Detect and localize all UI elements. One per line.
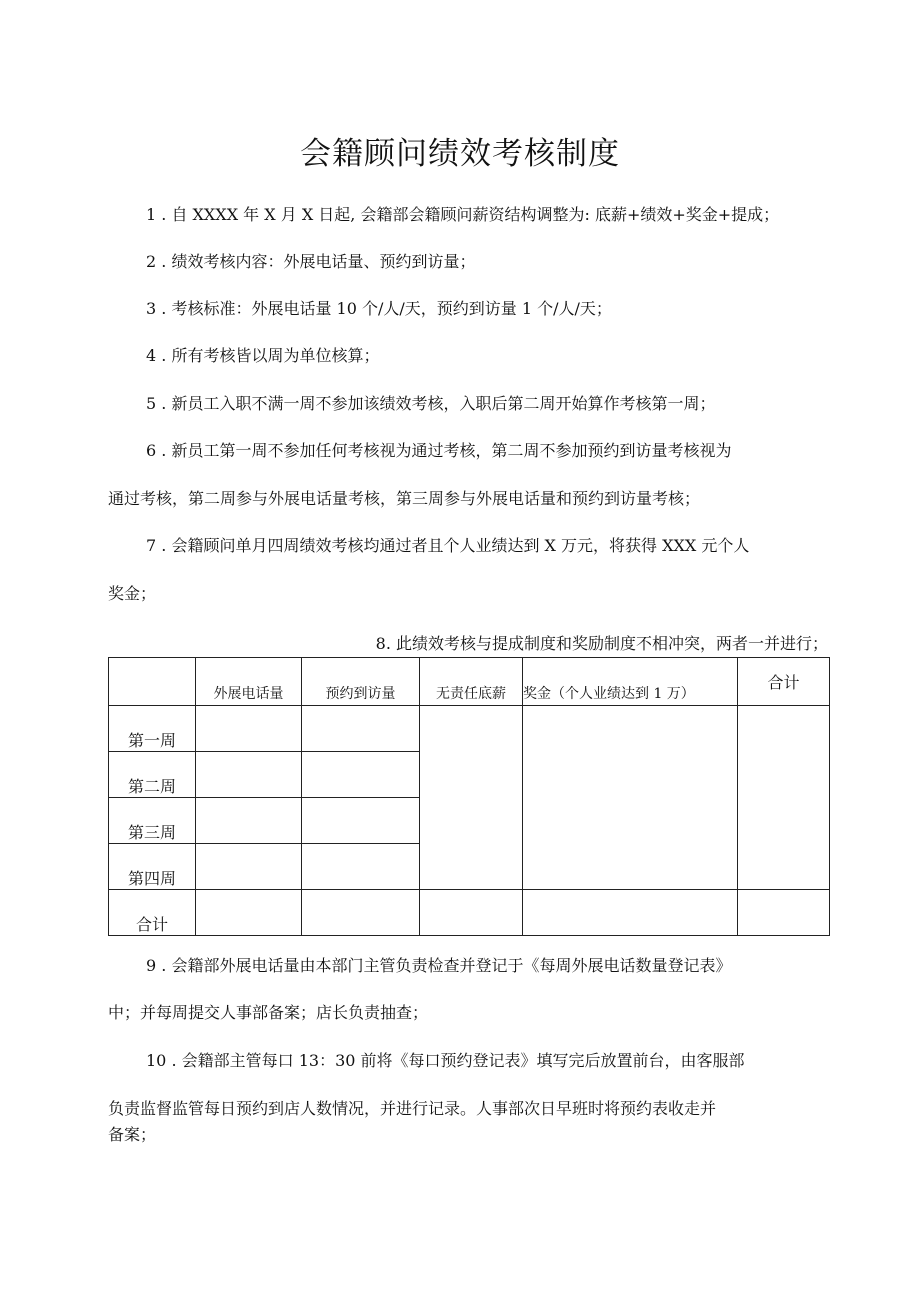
bonus-cell xyxy=(523,706,738,890)
performance-table xyxy=(108,657,830,936)
week-label: 第一周 xyxy=(109,706,196,752)
table-row xyxy=(109,706,830,752)
week-2-calls-cell xyxy=(196,752,302,798)
total-bonus-cell xyxy=(523,890,738,936)
week-4-appointments-cell xyxy=(302,844,420,890)
clause-7-line-2: 奖金； xyxy=(108,584,157,603)
week-4-calls-cell xyxy=(196,844,302,890)
week-1-calls-cell xyxy=(196,706,302,752)
clause-7-line-1: 7 . 会籍顾问单月四周绩效考核均通过者且个人业绩达到 X 万元，将获得 XXX 元个人 xyxy=(146,536,750,555)
clause-10-line-1: 10 . 会籍部主管每口 13：30 前将《每口预约登记表》填写完后放置前台，由客服部 xyxy=(146,1051,745,1070)
grand-total-cell xyxy=(738,890,830,936)
clause-9-line-2: 中；并每周提交人事部备案；店长负责抽查； xyxy=(108,1003,429,1022)
table-total-row xyxy=(109,890,830,936)
header-base-salary: 无责任底薪 xyxy=(420,658,523,706)
header-outreach-calls: 外展电话量 xyxy=(196,658,302,706)
clause-3: 3 . 考核标准：外展电话量 10 个/人/天，预约到访量 1 个/人/天； xyxy=(146,299,612,318)
clause-1: 1 . 自 XXXX 年 X 月 X 日起, 会籍部会籍顾问薪资结构调整为: 底薪+绩效+奖金+提成； xyxy=(146,205,780,224)
clause-6-line-1: 6 . 新员工第一周不参加任何考核视为通过考核，第二周不参加预约到访量考核视为 xyxy=(146,441,732,460)
week-label: 第四周 xyxy=(109,844,196,890)
week-3-calls-cell xyxy=(196,798,302,844)
clause-8: 8. 此绩效考核与提成制度和奖励制度不相冲突，两者一并进行； xyxy=(375,634,828,653)
total-calls-cell xyxy=(196,890,302,936)
table-header-row xyxy=(109,658,830,706)
header-cell-empty xyxy=(109,658,196,706)
week-1-appointments-cell xyxy=(302,706,420,752)
clause-2: 2 . 绩效考核内容：外展电话量、预约到访量； xyxy=(146,252,476,271)
clause-5: 5 . 新员工入职不满一周不参加该绩效考核，入职后第二周开始算作考核第一周； xyxy=(146,394,716,413)
clause-10-line-3: 备案； xyxy=(108,1125,157,1144)
base-salary-cell xyxy=(420,706,523,890)
clause-4: 4 . 所有考核皆以周为单位核算； xyxy=(146,346,380,365)
total-base-salary-cell xyxy=(420,890,523,936)
week-label: 第三周 xyxy=(109,798,196,844)
total-cell xyxy=(738,706,830,890)
clause-9-line-1: 9 . 会籍部外展电话量由本部门主管负责检查并登记于《每周外展电话数量登记表》 xyxy=(146,956,732,975)
week-label: 第二周 xyxy=(109,752,196,798)
header-appointments: 预约到访量 xyxy=(302,658,420,706)
total-appointments-cell xyxy=(302,890,420,936)
page-title: 会籍顾问绩效考核制度 xyxy=(300,136,620,172)
total-row-label: 合计 xyxy=(109,890,196,936)
clause-10-line-2: 负责监督监管每日预约到店人数情况，并进行记录。人事部次日早班时将预约表收走并 xyxy=(108,1099,717,1118)
clause-6-line-2: 通过考核，第二周参与外展电话量考核，第三周参与外展电话量和预约到访量考核； xyxy=(108,489,701,508)
week-3-appointments-cell xyxy=(302,798,420,844)
header-total: 合计 xyxy=(738,658,830,706)
header-bonus: 奖金（个人业绩达到 1 万） xyxy=(523,658,738,706)
week-2-appointments-cell xyxy=(302,752,420,798)
